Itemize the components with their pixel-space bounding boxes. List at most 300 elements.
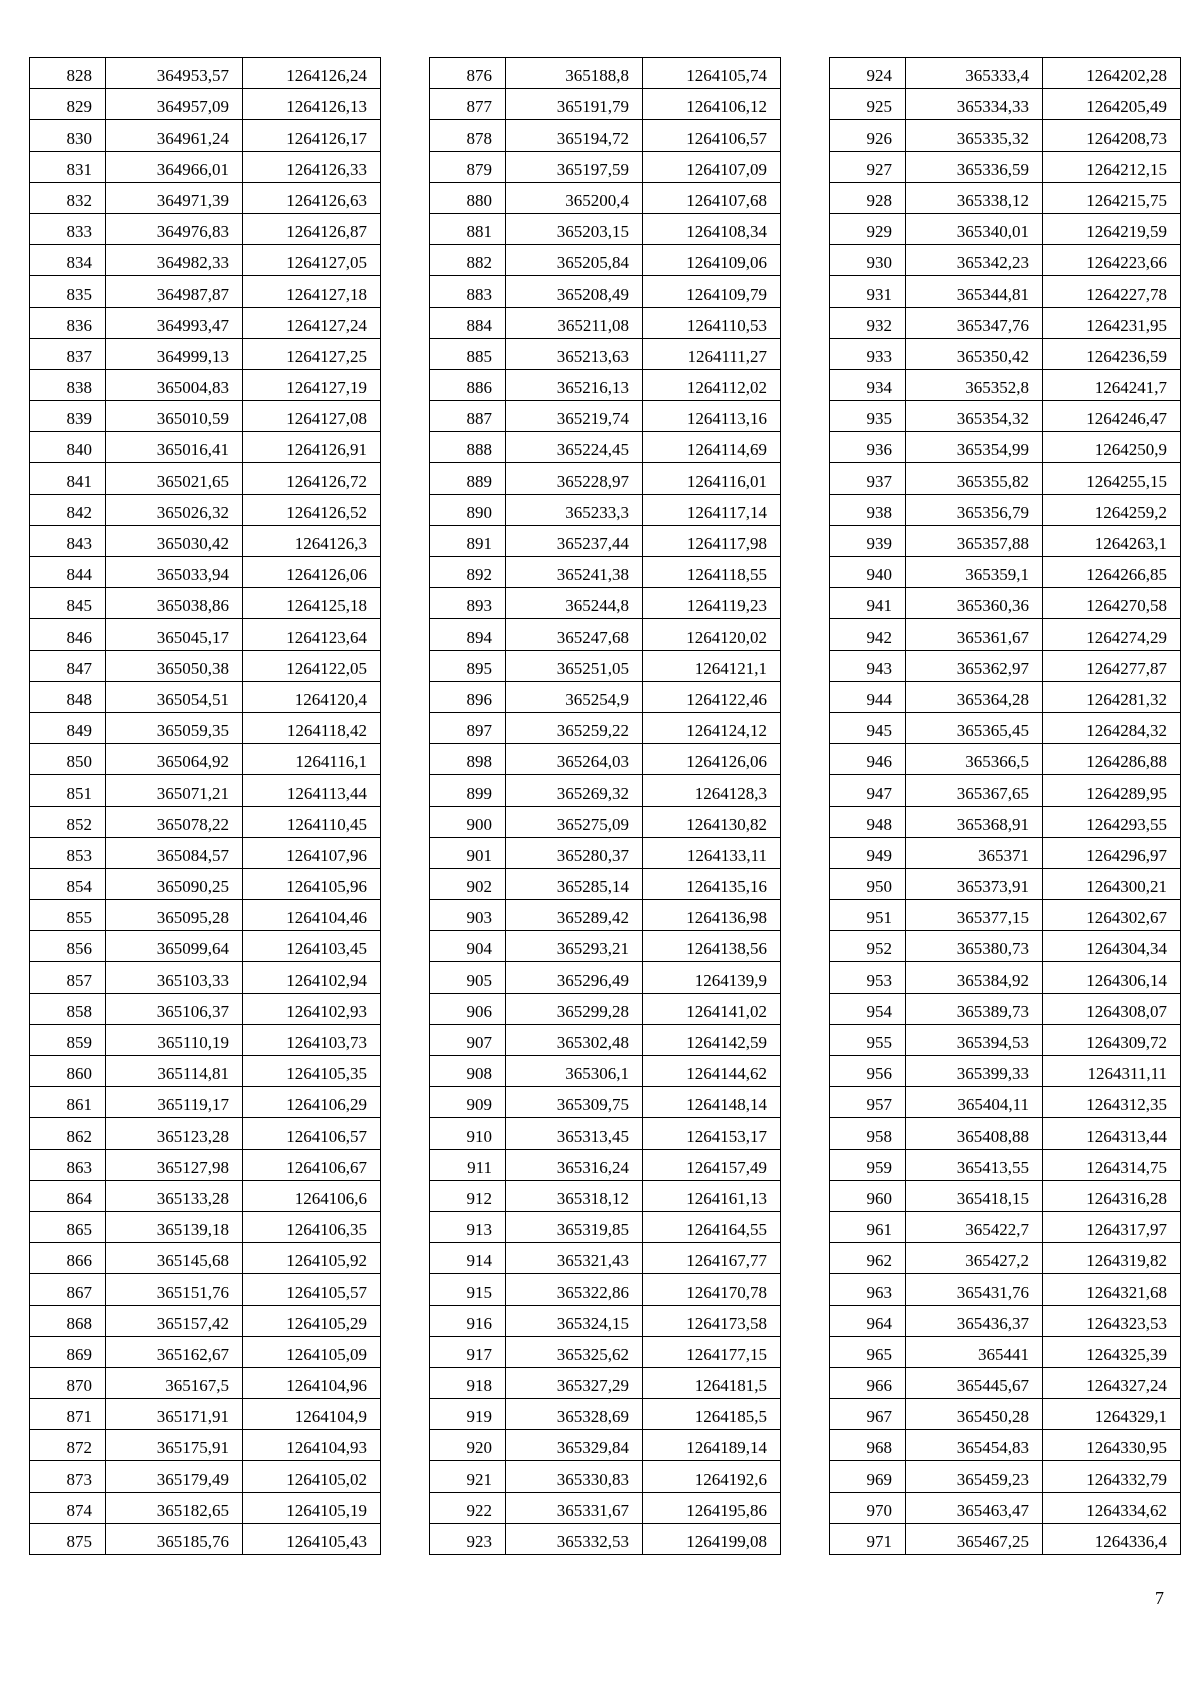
table-row [30,868,381,899]
table-row [30,775,381,806]
table-row [30,369,381,400]
y-coordinate-cell: 1264127,08 [243,401,381,432]
x-coordinate-cell: 365090,25 [106,868,243,899]
y-coordinate-cell: 1264141,02 [643,993,781,1024]
x-coordinate-cell: 365344,81 [906,276,1043,307]
point-number-cell: 934 [830,369,906,400]
x-coordinate-cell: 365179,49 [106,1461,243,1492]
y-coordinate-cell: 1264205,49 [1043,89,1181,120]
x-coordinate-cell: 365384,92 [906,962,1043,993]
x-coordinate-cell: 365422,7 [906,1211,1043,1242]
point-number-cell: 846 [30,619,106,650]
point-number-cell: 961 [830,1211,906,1242]
x-coordinate-cell: 365010,59 [106,401,243,432]
y-coordinate-cell: 1264312,35 [1043,1087,1181,1118]
y-coordinate-cell: 1264130,82 [643,806,781,837]
table-row [30,1024,381,1055]
point-number-cell: 932 [830,307,906,338]
table-row [430,494,781,525]
x-coordinate-cell: 365313,45 [506,1118,643,1149]
point-number-cell: 876 [430,58,506,89]
y-coordinate-cell: 1264255,15 [1043,463,1181,494]
table-row [430,89,781,120]
table-row [830,58,1181,89]
point-number-cell: 902 [430,868,506,899]
point-number-cell: 881 [430,213,506,244]
table-row [830,868,1181,899]
y-coordinate-cell: 1264189,14 [643,1430,781,1461]
y-coordinate-cell: 1264118,55 [643,557,781,588]
y-coordinate-cell: 1264126,3 [243,525,381,556]
table-row [830,588,1181,619]
point-number-cell: 892 [430,557,506,588]
y-coordinate-cell: 1264300,21 [1043,868,1181,899]
point-number-cell: 919 [430,1399,506,1430]
table-row [830,338,1181,369]
table-row [430,1056,781,1087]
page-number: 7 [1155,1588,1164,1608]
x-coordinate-cell: 365361,67 [906,619,1043,650]
y-coordinate-cell: 1264126,13 [243,89,381,120]
x-coordinate-cell: 365316,24 [506,1149,643,1180]
y-coordinate-cell: 1264144,62 [643,1056,781,1087]
y-coordinate-cell: 1264241,7 [1043,369,1181,400]
point-number-cell: 958 [830,1118,906,1149]
point-number-cell: 853 [30,837,106,868]
table-row [830,775,1181,806]
table-row [30,58,381,89]
point-number-cell: 968 [830,1430,906,1461]
y-coordinate-cell: 1264126,06 [243,557,381,588]
y-coordinate-cell: 1264105,43 [243,1523,381,1554]
y-coordinate-cell: 1264231,95 [1043,307,1181,338]
x-coordinate-cell: 365336,59 [906,151,1043,182]
y-coordinate-cell: 1264106,29 [243,1087,381,1118]
y-coordinate-cell: 1264263,1 [1043,525,1181,556]
y-coordinate-cell: 1264126,72 [243,463,381,494]
point-number-cell: 889 [430,463,506,494]
table-row [30,432,381,463]
table-row [830,1399,1181,1430]
table-row [830,712,1181,743]
point-number-cell: 925 [830,89,906,120]
table-row [430,1211,781,1242]
y-coordinate-cell: 1264122,05 [243,650,381,681]
table-row [30,1180,381,1211]
point-number-cell: 900 [430,806,506,837]
x-coordinate-cell: 365139,18 [106,1211,243,1242]
table-row [30,1118,381,1149]
table-row [30,837,381,868]
point-number-cell: 922 [430,1492,506,1523]
table-row [430,712,781,743]
table-row [30,120,381,151]
table-row [430,744,781,775]
table-row [30,1430,381,1461]
y-coordinate-cell: 1264284,32 [1043,712,1181,743]
x-coordinate-cell: 365205,84 [506,245,643,276]
table-row [830,245,1181,276]
y-coordinate-cell: 1264118,42 [243,712,381,743]
x-coordinate-cell: 365026,32 [106,494,243,525]
table-row [30,1211,381,1242]
table-row [830,806,1181,837]
point-number-cell: 911 [430,1149,506,1180]
point-number-cell: 859 [30,1024,106,1055]
x-coordinate-cell: 365322,86 [506,1274,643,1305]
x-coordinate-cell: 365328,69 [506,1399,643,1430]
x-coordinate-cell: 365342,23 [906,245,1043,276]
x-coordinate-cell: 365021,65 [106,463,243,494]
x-coordinate-cell: 365373,91 [906,868,1043,899]
y-coordinate-cell: 1264313,44 [1043,1118,1181,1149]
point-number-cell: 945 [830,712,906,743]
point-number-cell: 831 [30,151,106,182]
point-number-cell: 845 [30,588,106,619]
x-coordinate-cell: 365171,91 [106,1399,243,1430]
x-coordinate-cell: 365325,62 [506,1336,643,1367]
table-row [430,619,781,650]
table-row [830,1056,1181,1087]
y-coordinate-cell: 1264167,77 [643,1243,781,1274]
x-coordinate-cell: 365264,03 [506,744,643,775]
y-coordinate-cell: 1264286,88 [1043,744,1181,775]
x-coordinate-cell: 365408,88 [906,1118,1043,1149]
table-row [30,650,381,681]
table-row [30,557,381,588]
x-coordinate-cell: 365030,42 [106,525,243,556]
y-coordinate-cell: 1264246,47 [1043,401,1181,432]
table-row [430,993,781,1024]
x-coordinate-cell: 365330,83 [506,1461,643,1492]
y-coordinate-cell: 1264110,45 [243,806,381,837]
x-coordinate-cell: 365145,68 [106,1243,243,1274]
x-coordinate-cell: 365244,8 [506,588,643,619]
point-number-cell: 941 [830,588,906,619]
coordinates-table-3 [829,57,1181,1555]
y-coordinate-cell: 1264148,14 [643,1087,781,1118]
x-coordinate-cell: 365054,51 [106,681,243,712]
y-coordinate-cell: 1264126,24 [243,58,381,89]
point-number-cell: 901 [430,837,506,868]
x-coordinate-cell: 365418,15 [906,1180,1043,1211]
x-coordinate-cell: 365357,88 [906,525,1043,556]
y-coordinate-cell: 1264102,93 [243,993,381,1024]
y-coordinate-cell: 1264106,6 [243,1180,381,1211]
x-coordinate-cell: 365354,32 [906,401,1043,432]
point-number-cell: 903 [430,900,506,931]
point-number-cell: 899 [430,775,506,806]
y-coordinate-cell: 1264250,9 [1043,432,1181,463]
point-number-cell: 870 [30,1367,106,1398]
table-row [830,1024,1181,1055]
table-row [430,338,781,369]
x-coordinate-cell: 365299,28 [506,993,643,1024]
point-number-cell: 949 [830,837,906,868]
table-row [30,1399,381,1430]
point-number-cell: 833 [30,213,106,244]
table-row [830,1118,1181,1149]
y-coordinate-cell: 1264105,57 [243,1274,381,1305]
table-row [430,245,781,276]
point-number-cell: 828 [30,58,106,89]
x-coordinate-cell: 365324,15 [506,1305,643,1336]
table-row [30,1492,381,1523]
point-number-cell: 872 [30,1430,106,1461]
y-coordinate-cell: 1264103,45 [243,931,381,962]
y-coordinate-cell: 1264126,33 [243,151,381,182]
x-coordinate-cell: 365241,38 [506,557,643,588]
x-coordinate-cell: 365289,42 [506,900,643,931]
table-row [430,681,781,712]
table-row [830,650,1181,681]
point-number-cell: 854 [30,868,106,899]
table-row [430,588,781,619]
table-row [830,463,1181,494]
table-row [830,182,1181,213]
point-number-cell: 843 [30,525,106,556]
table-row [830,681,1181,712]
x-coordinate-cell: 365445,67 [906,1367,1043,1398]
table-row [430,369,781,400]
table-row [430,463,781,494]
y-coordinate-cell: 1264133,11 [643,837,781,868]
point-number-cell: 868 [30,1305,106,1336]
x-coordinate-cell: 365133,28 [106,1180,243,1211]
point-number-cell: 914 [430,1243,506,1274]
point-number-cell: 947 [830,775,906,806]
x-coordinate-cell: 365059,35 [106,712,243,743]
y-coordinate-cell: 1264105,35 [243,1056,381,1087]
point-number-cell: 905 [430,962,506,993]
table-row [430,1430,781,1461]
table-row [430,182,781,213]
x-coordinate-cell: 365275,09 [506,806,643,837]
point-number-cell: 908 [430,1056,506,1087]
y-coordinate-cell: 1264157,49 [643,1149,781,1180]
y-coordinate-cell: 1264173,58 [643,1305,781,1336]
table-row [30,151,381,182]
table-row [830,307,1181,338]
point-number-cell: 830 [30,120,106,151]
point-number-cell: 844 [30,557,106,588]
table-row [830,276,1181,307]
point-number-cell: 890 [430,494,506,525]
x-coordinate-cell: 365321,43 [506,1243,643,1274]
point-number-cell: 877 [430,89,506,120]
table-row [430,1149,781,1180]
y-coordinate-cell: 1264293,55 [1043,806,1181,837]
y-coordinate-cell: 1264104,46 [243,900,381,931]
point-number-cell: 907 [430,1024,506,1055]
point-number-cell: 856 [30,931,106,962]
table-row [830,900,1181,931]
x-coordinate-cell: 365016,41 [106,432,243,463]
x-coordinate-cell: 364976,83 [106,213,243,244]
table-row [430,58,781,89]
point-number-cell: 916 [430,1305,506,1336]
x-coordinate-cell: 365208,49 [506,276,643,307]
table-body [30,58,381,1555]
point-number-cell: 917 [430,1336,506,1367]
point-number-cell: 929 [830,213,906,244]
point-number-cell: 943 [830,650,906,681]
x-coordinate-cell: 365352,8 [906,369,1043,400]
table-row [430,931,781,962]
y-coordinate-cell: 1264202,28 [1043,58,1181,89]
x-coordinate-cell: 365377,15 [906,900,1043,931]
y-coordinate-cell: 1264107,09 [643,151,781,182]
table-row [30,931,381,962]
table-row [430,1243,781,1274]
x-coordinate-cell: 365175,91 [106,1430,243,1461]
x-coordinate-cell: 365333,4 [906,58,1043,89]
point-number-cell: 912 [430,1180,506,1211]
point-number-cell: 953 [830,962,906,993]
y-coordinate-cell: 1264304,34 [1043,931,1181,962]
table-row [830,1367,1181,1398]
table-row [30,1056,381,1087]
y-coordinate-cell: 1264126,91 [243,432,381,463]
y-coordinate-cell: 1264119,23 [643,588,781,619]
x-coordinate-cell: 365099,64 [106,931,243,962]
y-coordinate-cell: 1264104,9 [243,1399,381,1430]
y-coordinate-cell: 1264327,24 [1043,1367,1181,1398]
table-row [430,1336,781,1367]
y-coordinate-cell: 1264109,79 [643,276,781,307]
point-number-cell: 869 [30,1336,106,1367]
x-coordinate-cell: 365254,9 [506,681,643,712]
point-number-cell: 878 [430,120,506,151]
x-coordinate-cell: 365106,37 [106,993,243,1024]
table-row [430,1118,781,1149]
point-number-cell: 835 [30,276,106,307]
y-coordinate-cell: 1264127,25 [243,338,381,369]
point-number-cell: 887 [430,401,506,432]
x-coordinate-cell: 365224,45 [506,432,643,463]
x-coordinate-cell: 365200,4 [506,182,643,213]
point-number-cell: 921 [430,1461,506,1492]
point-number-cell: 861 [30,1087,106,1118]
point-number-cell: 960 [830,1180,906,1211]
point-number-cell: 883 [430,276,506,307]
y-coordinate-cell: 1264126,06 [643,744,781,775]
y-coordinate-cell: 1264123,64 [243,619,381,650]
table-row [30,1149,381,1180]
x-coordinate-cell: 365157,42 [106,1305,243,1336]
y-coordinate-cell: 1264306,14 [1043,962,1181,993]
y-coordinate-cell: 1264108,34 [643,213,781,244]
x-coordinate-cell: 365463,47 [906,1492,1043,1523]
x-coordinate-cell: 365213,63 [506,338,643,369]
point-number-cell: 871 [30,1399,106,1430]
table-row [30,744,381,775]
y-coordinate-cell: 1264127,19 [243,369,381,400]
x-coordinate-cell: 365318,12 [506,1180,643,1211]
point-number-cell: 838 [30,369,106,400]
table-row [830,744,1181,775]
point-number-cell: 913 [430,1211,506,1242]
x-coordinate-cell: 365306,1 [506,1056,643,1087]
table-row [430,432,781,463]
y-coordinate-cell: 1264259,2 [1043,494,1181,525]
table-row [30,307,381,338]
table-body [430,58,781,1555]
table-row [430,1305,781,1336]
y-coordinate-cell: 1264102,94 [243,962,381,993]
y-coordinate-cell: 1264105,02 [243,1461,381,1492]
y-coordinate-cell: 1264195,86 [643,1492,781,1523]
x-coordinate-cell: 365033,94 [106,557,243,588]
point-number-cell: 875 [30,1523,106,1554]
point-number-cell: 886 [430,369,506,400]
x-coordinate-cell: 365216,13 [506,369,643,400]
point-number-cell: 951 [830,900,906,931]
x-coordinate-cell: 365350,42 [906,338,1043,369]
x-coordinate-cell: 365450,28 [906,1399,1043,1430]
table-row [430,151,781,182]
point-number-cell: 895 [430,650,506,681]
point-number-cell: 910 [430,1118,506,1149]
point-number-cell: 891 [430,525,506,556]
table-row [30,494,381,525]
y-coordinate-cell: 1264121,1 [643,650,781,681]
point-number-cell: 963 [830,1274,906,1305]
x-coordinate-cell: 365431,76 [906,1274,1043,1305]
x-coordinate-cell: 365269,32 [506,775,643,806]
point-number-cell: 948 [830,806,906,837]
table-row [830,1243,1181,1274]
x-coordinate-cell: 365219,74 [506,401,643,432]
x-coordinate-cell: 365233,3 [506,494,643,525]
x-coordinate-cell: 365151,76 [106,1274,243,1305]
y-coordinate-cell: 1264270,58 [1043,588,1181,619]
y-coordinate-cell: 1264107,96 [243,837,381,868]
point-number-cell: 942 [830,619,906,650]
table-row [30,806,381,837]
table-row [430,1180,781,1211]
y-coordinate-cell: 1264104,93 [243,1430,381,1461]
x-coordinate-cell: 365319,85 [506,1211,643,1242]
table-row [30,1523,381,1554]
point-number-cell: 865 [30,1211,106,1242]
y-coordinate-cell: 1264106,57 [643,120,781,151]
point-number-cell: 927 [830,151,906,182]
table-row [430,525,781,556]
x-coordinate-cell: 364971,39 [106,182,243,213]
x-coordinate-cell: 365364,28 [906,681,1043,712]
y-coordinate-cell: 1264114,69 [643,432,781,463]
x-coordinate-cell: 365167,5 [106,1367,243,1398]
x-coordinate-cell: 365359,1 [906,557,1043,588]
point-number-cell: 840 [30,432,106,463]
point-number-cell: 964 [830,1305,906,1336]
y-coordinate-cell: 1264309,72 [1043,1024,1181,1055]
x-coordinate-cell: 365285,14 [506,868,643,899]
table-row [30,993,381,1024]
point-number-cell: 863 [30,1149,106,1180]
table-row [30,1305,381,1336]
x-coordinate-cell: 365327,29 [506,1367,643,1398]
y-coordinate-cell: 1264124,12 [643,712,781,743]
point-number-cell: 848 [30,681,106,712]
point-number-cell: 969 [830,1461,906,1492]
point-number-cell: 836 [30,307,106,338]
point-number-cell: 918 [430,1367,506,1398]
point-number-cell: 967 [830,1399,906,1430]
table-row [830,401,1181,432]
table-row [30,900,381,931]
